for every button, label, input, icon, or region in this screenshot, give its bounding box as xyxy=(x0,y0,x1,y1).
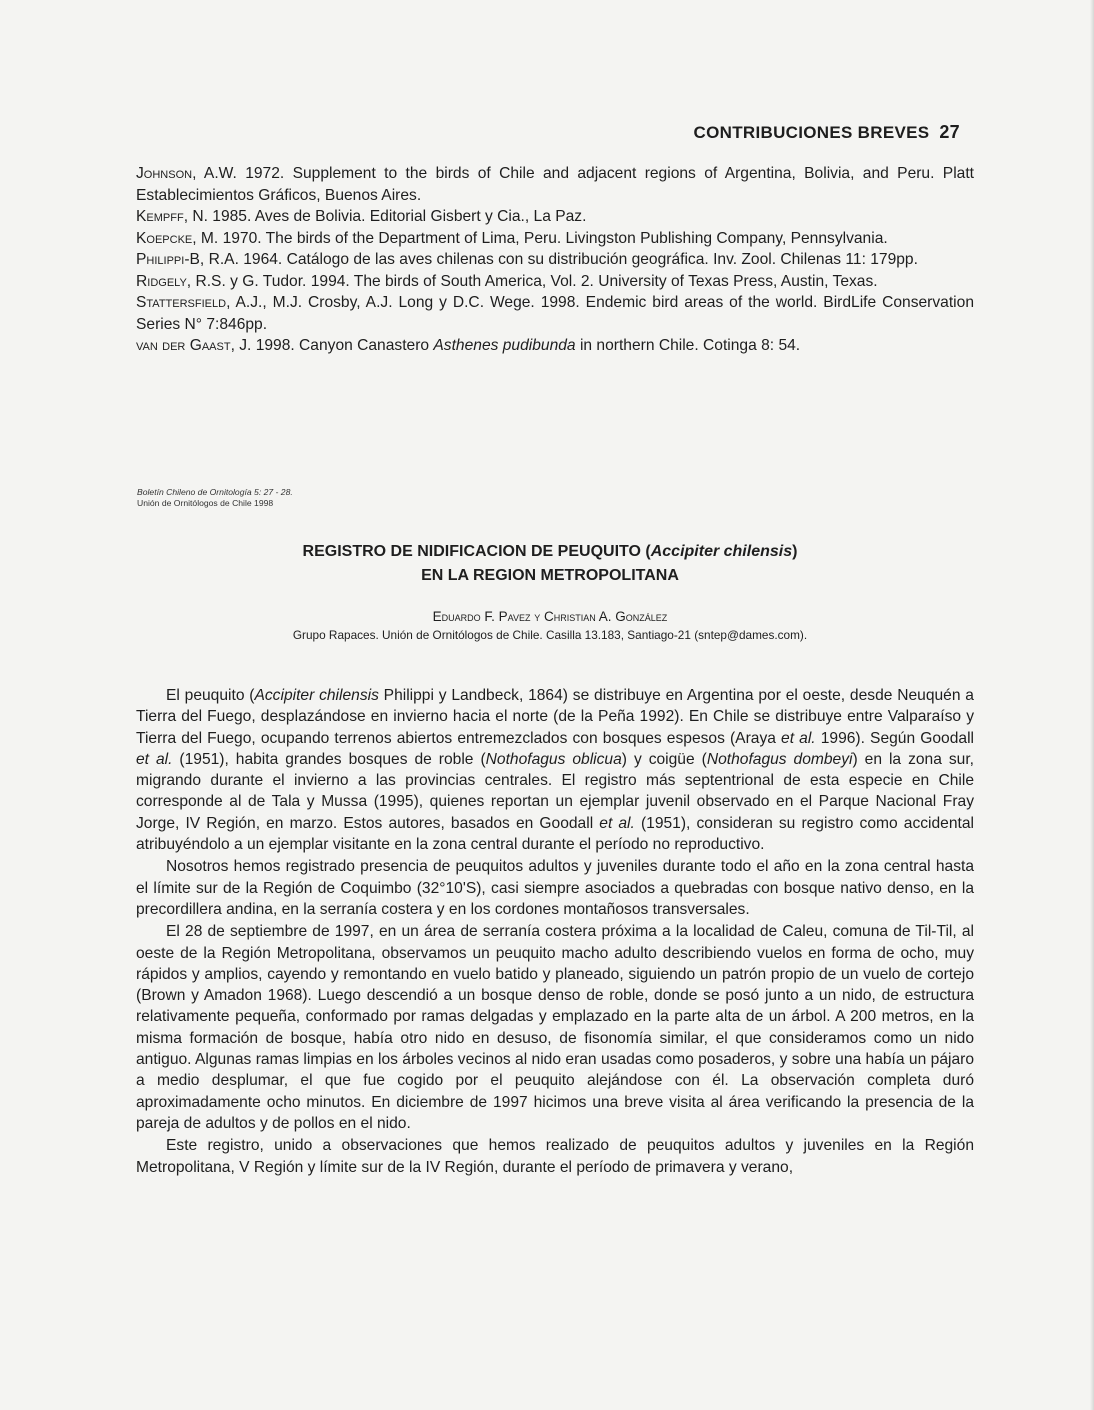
title-line-2: EN LA REGION METROPOLITANA xyxy=(421,567,679,584)
reference-author: Koepcke xyxy=(136,229,193,247)
reference-text: , J. 1998. Canyon Canastero xyxy=(230,337,434,354)
author-affiliation: Grupo Rapaces. Unión de Ornitólogos de Chile. Casilla 13.183, Santiago-21 (sntep@dames.com). xyxy=(292,628,808,642)
article-body xyxy=(136,685,974,1179)
reference-text: -B, R.A. 1964. Catálogo de las aves chilenas con su distribución geográfica. Inv. Zool. Chilenas 11: 179pp. xyxy=(184,251,918,268)
journal-imprint xyxy=(137,487,537,508)
reference-author: Johnson xyxy=(136,165,193,182)
reference-author: Stattersfield xyxy=(136,294,227,311)
running-title: CONTRIBUCIONES BREVES xyxy=(693,123,930,142)
reference-item xyxy=(136,249,974,271)
species-name: Asthenes pudibunda xyxy=(433,337,576,354)
reference-author: Kempff xyxy=(136,208,184,225)
reference-item xyxy=(136,163,974,206)
body-paragraph: El 28 de septiembre de 1997, en un área de serranía costera próxima a la localidad de Caleu, comuna de Til-Til, al oeste de la Región Metropolitana, observamos un peuquito macho adulto describiendo vuelos en forma de ocho, muy rápidos y amplios, cayendo y remontando en vuelo batido y planeado, siguiendo un patrón propio de un vuelo de cortejo (Brown y Amadon 1968). Luego descendió a un bosque denso de roble, donde se posó junto a un nido, de estructura relativamente pequeña, conformado por ramas delgadas y emplazado en la parte alta de un árbol. A 200 metros, en la misma formación de bosque, había otro nido en desuso, de fisonomía similar, el que consideramos como un nido antiguo. Algunas ramas limpias en los árboles vecinos al nido eran usadas como posaderos, y sobre una había un pájaro a medio desplumar, el que fue cogido por el peuquito alejándose con él. La observación completa duró aproximadamente ocho minutos. En diciembre de 1997 hicimos una breve visita al área verificando la presencia de la pareja de adultos y de pollos en el nido. xyxy=(136,923,974,1132)
imprint-citation: Boletín Chileno de Ornitología 5: 27 - 28. xyxy=(137,487,293,497)
reference-text: , A.J., M.J. Crosby, A.J. Long y D.C. Wege. 1998. Endemic bird areas of the world. BirdLife Conservation Series N° 7:846pp. xyxy=(136,294,974,333)
species-name: Nothofagus dombeyi xyxy=(706,750,853,768)
article-title xyxy=(140,540,960,588)
reference-item xyxy=(136,335,974,357)
reference-author: van der Gaast xyxy=(136,337,231,354)
reference-item xyxy=(136,271,974,293)
title-species: Accipiter chilensis xyxy=(650,543,793,560)
reference-text: , A.W. 1972. Supplement to the birds of Chile and adjacent regions of Argentina, Bolivia, and Peru. Platt Establecimientos Gráficos, Buenos Aires. xyxy=(136,165,974,204)
title-text: REGISTRO DE NIDIFICACION DE PEUQUITO ( xyxy=(302,543,651,560)
reference-text: in northern Chile. Cotinga 8: 54. xyxy=(575,337,801,354)
reference-author: Ridgely xyxy=(136,272,187,290)
page-number: 27 xyxy=(939,122,960,142)
running-header xyxy=(600,122,960,143)
species-name: Nothofagus oblicua xyxy=(485,750,622,768)
reference-text: , M. 1970. The birds of the Department of Lima, Peru. Livingston Publishing Company, Pennsylvania. xyxy=(192,229,888,247)
species-name: Accipiter chilensis xyxy=(254,687,379,704)
reference-text: , N. 1985. Aves de Bolivia. Editorial Gisbert y Cia., La Paz. xyxy=(183,208,587,225)
reference-author: Philippi xyxy=(136,251,185,268)
reference-item xyxy=(136,206,974,228)
page-edge-shadow xyxy=(1090,0,1094,1410)
title-text: ) xyxy=(792,543,798,560)
article-authors: Eduardo F. Pavez y Christian A. González xyxy=(432,609,668,624)
body-paragraph: El peuquito (Accipiter chilensis Philippi y Landbeck, 1864) se distribuye en Argentina por el oeste, desde Neuquén a Tierra del Fuego, desplazándose en invierno hacia el norte (de la Peña 1992). En Chile se distribuye entre Valparaíso y Tierra del Fuego, ocupando terrenos abiertos entremezclados con bosques espesos (Araya et al. 1996). Según Goodall et al. (1951), habita grandes bosques de roble (Nothofagus oblicua) y coigüe (Nothofagus dombeyi) en la zona sur, migrando durante el invierno a las provincias centrales. El registro más septentrional de esta especie en Chile corresponde al de Tala y Mussa (1995), quienes reportan un ejemplar juvenil observado en el Parque Nacional Fray Jorge, IV Región, en marzo. Estos autores, basados en Goodall et al. (1951), consideran su registro como accidental atribuyéndolo a un ejemplar visitante en la zona central durante el período no reproductivo. xyxy=(136,687,974,854)
references-list xyxy=(136,163,974,357)
reference-item xyxy=(136,292,974,335)
body-paragraph: Este registro, unido a observaciones que hemos realizado de peuquitos adultos y juveniles en la Región Metropolitana, V Región y límite sur de la IV Región, durante el período de primavera y verano, xyxy=(136,1137,974,1176)
reference-item xyxy=(136,228,974,250)
imprint-publisher: Unión de Ornitólogos de Chile 1998 xyxy=(137,497,274,508)
reference-text: , R.S. y G. Tudor. 1994. The birds of South America, Vol. 2. University of Texas Press, Austin, Texas. xyxy=(186,272,878,290)
body-paragraph: Nosotros hemos registrado presencia de peuquitos adultos y juveniles durante todo el año en la zona central hasta el límite sur de la Región de Coquimbo (32°10'S), casi siempre asociados a quebradas con bosque nativo denso, en la precordillera andina, en la serranía costera y en los cordones montañosos transversales. xyxy=(136,858,974,918)
